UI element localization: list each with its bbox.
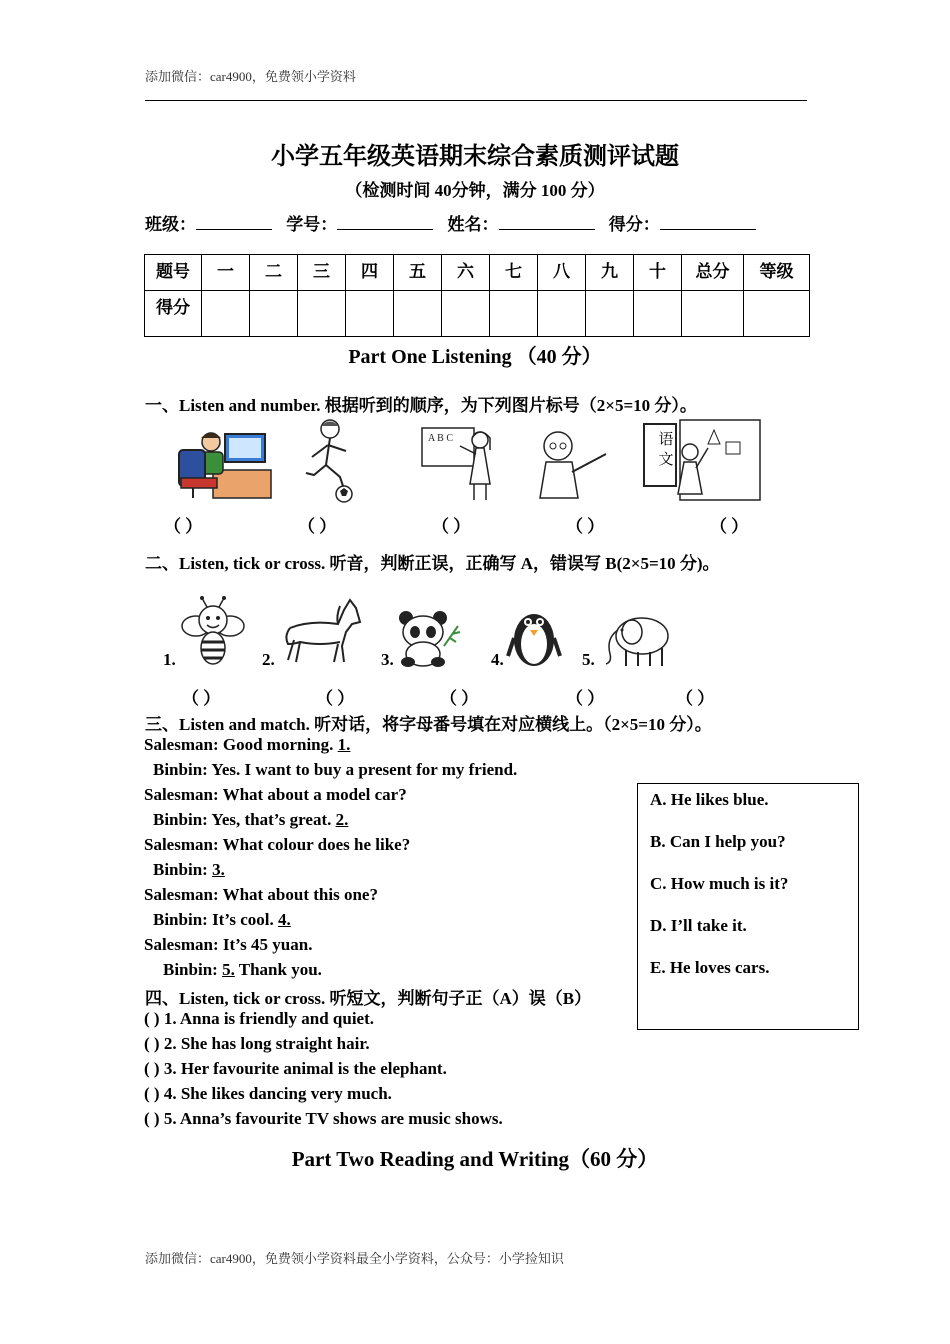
dialogue-line: [163, 960, 322, 980]
score-table-cell: 七: [490, 255, 538, 291]
teacher-pointer-picture: [532, 428, 608, 502]
score-cell[interactable]: [442, 291, 490, 337]
q4-item[interactable]: ( ) 1. Anna is friendly and quiet.: [144, 1009, 375, 1028]
q1-heading: 一、Listen and number. 根据听到的顺序，为下列图片标号（2×5=10 分）。: [145, 396, 697, 415]
elephant-picture: [602, 612, 672, 668]
dialogue-text: Yes. I want to buy a present for my friend.: [207, 760, 518, 779]
score-row-label: 得分: [145, 291, 202, 337]
q2-label-5: 5.: [582, 650, 595, 669]
football-boy-picture: [298, 417, 370, 503]
q2-answer-4[interactable]: （ ）: [566, 689, 605, 708]
name-blank[interactable]: [499, 215, 595, 230]
horse-picture: [280, 598, 362, 666]
speaker: Salesman:: [144, 785, 219, 804]
q1-answer-5[interactable]: （ ）: [710, 517, 749, 536]
dialogue-blank[interactable]: 3.: [212, 860, 225, 879]
q1-answer-1[interactable]: （ ）: [164, 517, 203, 536]
match-options-box: [637, 783, 859, 1030]
teacher-blackboard-picture: [420, 424, 500, 502]
match-option: A. He likes blue.: [650, 790, 769, 809]
q2-answer-3[interactable]: （ ）: [440, 689, 479, 708]
dialogue-text: It’s 45 yuan.: [218, 935, 313, 954]
score-cell[interactable]: [202, 291, 250, 337]
q4-item[interactable]: ( ) 4. She likes dancing very much.: [144, 1084, 392, 1103]
score-cell[interactable]: [250, 291, 298, 337]
q2-label-3: 3.: [381, 650, 394, 669]
match-option: B. Can I help you?: [650, 832, 786, 851]
score-table-cell: 三: [298, 255, 346, 291]
score-table-cell: 四: [346, 255, 394, 291]
score-table-cell: 总分: [682, 255, 744, 291]
q2-heading: 二、Listen, tick or cross. 听音，判断正误，正确写 A，错误写 B(2×5=10 分)。: [145, 554, 720, 573]
q4-item[interactable]: ( ) 3. Her favourite animal is the elephant.: [144, 1059, 447, 1078]
score-table-cell: 十: [634, 255, 682, 291]
score-table-header-row: [145, 255, 810, 291]
bee-picture: [180, 596, 246, 668]
part-two-title: Part Two Reading and Writing（60 分）: [291, 1147, 659, 1171]
id-label: 学号：: [286, 215, 338, 234]
dialogue-line: [144, 885, 378, 905]
q3-heading: 三、Listen and match. 听对话，将字母番号填在对应横线上。（2×5=10 分）。: [145, 715, 712, 734]
q2-answer-1[interactable]: （ ）: [182, 689, 221, 708]
student-info-line: [145, 210, 766, 235]
q2-label-2: 2.: [262, 650, 275, 669]
score-table-cell: 一: [202, 255, 250, 291]
blackboard-letters: A B C: [428, 433, 454, 444]
name-label: 姓名：: [447, 215, 499, 234]
computer-boy-picture: [175, 428, 273, 500]
q2-answer-5[interactable]: （ ）: [676, 689, 715, 708]
q2-label-1: 1.: [163, 650, 176, 669]
dialogue-text: Thank you.: [234, 960, 322, 979]
speaker: Binbin:: [153, 760, 208, 779]
speaker: Binbin:: [163, 960, 218, 979]
score-cell[interactable]: [634, 291, 682, 337]
score-table-cell: 题号: [145, 255, 202, 291]
score-cell[interactable]: [682, 291, 744, 337]
q4-item[interactable]: ( ) 2. She has long straight hair.: [144, 1034, 370, 1053]
page-subtitle: （检测时间 40分钟，满分 100 分）: [345, 181, 605, 200]
score-table-cell: 二: [250, 255, 298, 291]
q1-answer-3[interactable]: （ ）: [432, 517, 471, 536]
dialogue-line: [153, 910, 291, 930]
speaker: Salesman:: [144, 735, 219, 754]
match-option: C. How much is it?: [650, 874, 789, 893]
dialogue-text: Yes, that’s great.: [207, 810, 336, 829]
dialogue-line: [144, 735, 350, 755]
dialogue-text: It’s cool.: [207, 910, 279, 929]
match-option: D. I’ll take it.: [650, 916, 747, 935]
header-note: 添加微信：car4900，免费领小学资料: [145, 69, 356, 84]
speaker: Binbin:: [153, 860, 208, 879]
header-divider: [145, 100, 807, 101]
score-table-cell: 五: [394, 255, 442, 291]
dialogue-text: What about this one?: [218, 885, 378, 904]
score-label: 得分：: [608, 215, 660, 234]
dialogue-blank[interactable]: 5.: [222, 960, 235, 979]
q4-heading: 四、Listen, tick or cross. 听短文，判断句子正（A）误（B）: [145, 989, 592, 1008]
chinese-book-label: 语文: [658, 432, 674, 468]
dialogue-blank[interactable]: 1.: [337, 735, 351, 754]
score-table-cell: 八: [538, 255, 586, 291]
speaker: Binbin:: [153, 810, 208, 829]
score-table-score-row: [145, 291, 810, 337]
id-blank[interactable]: [337, 215, 433, 230]
score-cell[interactable]: [394, 291, 442, 337]
q2-answer-2[interactable]: （ ）: [316, 689, 355, 708]
dialogue-line: [144, 835, 410, 855]
class-label: 班级：: [145, 215, 196, 234]
score-table: [144, 254, 810, 337]
speaker: Binbin:: [153, 910, 208, 929]
dialogue-line: [144, 935, 312, 955]
dialogue-blank[interactable]: 4.: [278, 910, 291, 929]
dialogue-blank[interactable]: 2.: [335, 810, 349, 829]
penguin-picture: [506, 602, 562, 668]
dialogue-line: [153, 860, 225, 880]
score-blank[interactable]: [660, 215, 756, 230]
page-title: 小学五年级英语期末综合素质测评试题: [271, 144, 679, 170]
footer-note: 添加微信：car4900，免费领小学资料最全小学资料，公众号：小学捡知识: [145, 1251, 564, 1266]
score-table-cell: 等级: [744, 255, 810, 291]
score-cell[interactable]: [586, 291, 634, 337]
score-cell[interactable]: [744, 291, 810, 337]
q1-answer-4[interactable]: （ ）: [566, 517, 605, 536]
dialogue-line: [153, 810, 348, 830]
speaker: Salesman:: [144, 885, 219, 904]
dialogue-text: Good morning.: [218, 735, 338, 754]
part-one-title: Part One Listening （40 分）: [348, 346, 602, 368]
score-cell[interactable]: [490, 291, 538, 337]
match-option: E. He loves cars.: [650, 958, 770, 977]
score-cell[interactable]: [346, 291, 394, 337]
dialogue-line: [153, 760, 517, 780]
score-table-cell: 六: [442, 255, 490, 291]
q1-answer-2[interactable]: （ ）: [298, 517, 337, 536]
q2-label-4: 4.: [491, 650, 504, 669]
speaker: Salesman:: [144, 935, 219, 954]
dialogue-text: What about a model car?: [218, 785, 407, 804]
score-cell[interactable]: [298, 291, 346, 337]
dialogue-line: [144, 785, 407, 805]
panda-picture: [396, 610, 462, 668]
q4-item[interactable]: ( ) 5. Anna’s favourite TV shows are music shows.: [144, 1109, 503, 1128]
score-table-cell: 九: [586, 255, 634, 291]
speaker: Salesman:: [144, 835, 219, 854]
dialogue-text: What colour does he like?: [218, 835, 411, 854]
class-blank[interactable]: [196, 215, 272, 230]
score-cell[interactable]: [538, 291, 586, 337]
